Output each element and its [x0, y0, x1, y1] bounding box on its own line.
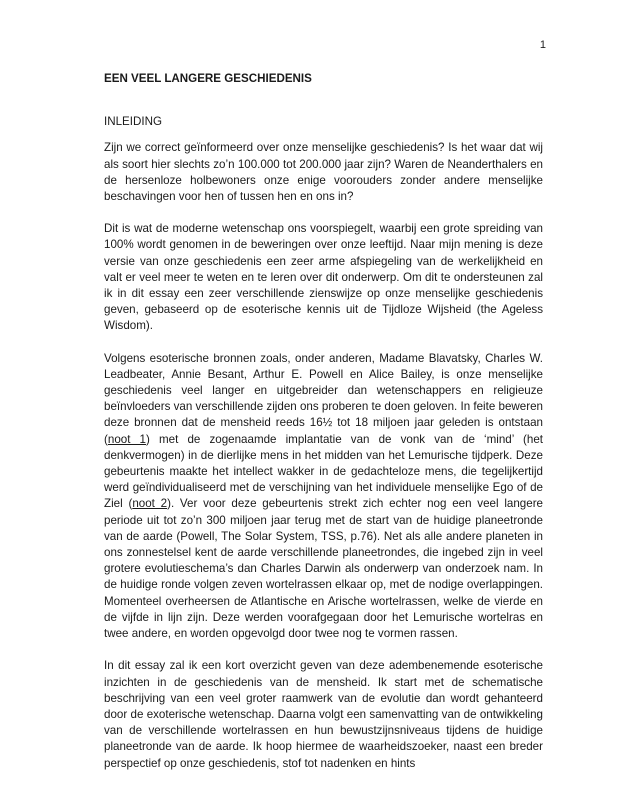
- paragraph-3-part-3: ). Ver voor deze gebeurtenis strekt zich echter nog een veel langere periode uit tot zo’n 300 miljoen jaar terug met de start van de huidige planeetronde van de aarde (Powell, The Solar System, TSS, p.76). Net als alle andere planeten in ons zonnestelsel kent de aarde verschillende planeetrondes, die ingebed zijn in veel grotere evolutieschema’s dan Charles Darwin als onderwerp van onderzoek nam. In de huidige ronde volgen zeven wortelrassen elkaar op, met de nodige overlappingen. Momenteel overheersen de Atlantische en Arische wortelrassen, welke de vierde en de vijfde in lijn zijn. Deze werden voorafgegaan door het Lemurische wortelras en twee andere, en worden opgevolgd door twee nog te vormen rassen.: [104, 497, 544, 641]
- page-number: 1: [539, 39, 546, 51]
- paragraph-2: Dit is wat de moderne wetenschap ons voorspiegelt, waarbij een grote spreiding van 100% wordt genomen in de beweringen over onze leeftijd. Naar mijn mening is deze versie van onze geschiedenis een zeer arme afspiegeling van de werkelijkheid en valt er veel meer te weten en te leren over dit onderwerp. Om dit te ondersteunen zal ik in dit essay een zeer verschillende zienswijze op onze menselijke geschiedenis geven, gebaseerd op de esoterische kennis uit de Tijdloze Wijsheid (the Ageless Wisdom).: [104, 222, 543, 333]
- paragraph-3-part-2: ) met de zogenaamde implantatie van de vonk van de ‘mind’ (het denkvermogen) in de dierlijke mens in het midden van het Lemurische tijdperk. Deze gebeurtenis maakte het intellect wakker in de gedachteloze mens, die tegelijkertijd werd geïndividualiseerd met de verschijning van het individuele menselijke Ego of de Ziel (: [104, 432, 543, 511]
- document-body: [104, 71, 543, 788]
- footnote-link-2[interactable]: noot 2: [132, 497, 168, 511]
- document-title: EEN VEEL LANGERE GESCHIEDENIS: [104, 72, 312, 85]
- footnote-link-1[interactable]: noot 1: [107, 432, 147, 446]
- paragraph-3: [104, 351, 543, 643]
- section-heading: INLEIDING: [104, 115, 162, 129]
- paragraph-4: In dit essay zal ik een kort overzicht geven van deze adembenemende esoterische inzichten in de geschiedenis van de mensheid. Ik start met de schematische beschrijving van een veel groter raamwerk van de evolutie dan wordt gehanteerd door de exoterische wetenschap. Daarna volgt een samenvatting van de ontwikkeling van de verschillende wortelrassen en hun bewustzijnsniveaus tijdens de huidige planeetronde van de aarde. Ik hoop hiermee de waarheidszoeker, naast een breder perspectief op onze geschiedenis, stof tot nadenken en hints: [104, 659, 543, 770]
- paragraph-3-part-1: Volgens esoterische bronnen zoals, onder anderen, Madame Blavatsky, Charles W. Leadbeater, Annie Besant, Arthur E. Powell en Alice Bailey, is onze menselijke geschiedenis veel langer en uitgebreider dan wetenschappers en religieuze beïnvloeders van verschillende zijden ons proberen te doen geloven. In feite beweren deze bronnen dat de mensheid reeds 16½ tot 18 miljoen jaar geleden is ontstaan (: [104, 351, 543, 446]
- paragraph-1: Zijn we correct geïnformeerd over onze menselijke geschiedenis? Is het waar dat wij als soort hier slechts zo’n 100.000 tot 200.000 jaar zijn? Waren de Neanderthalers en de hersenloze holbewoners onze enige voorouders zonder andere menselijke beschavingen voor hen of tussen hen en ons in?: [104, 141, 543, 204]
